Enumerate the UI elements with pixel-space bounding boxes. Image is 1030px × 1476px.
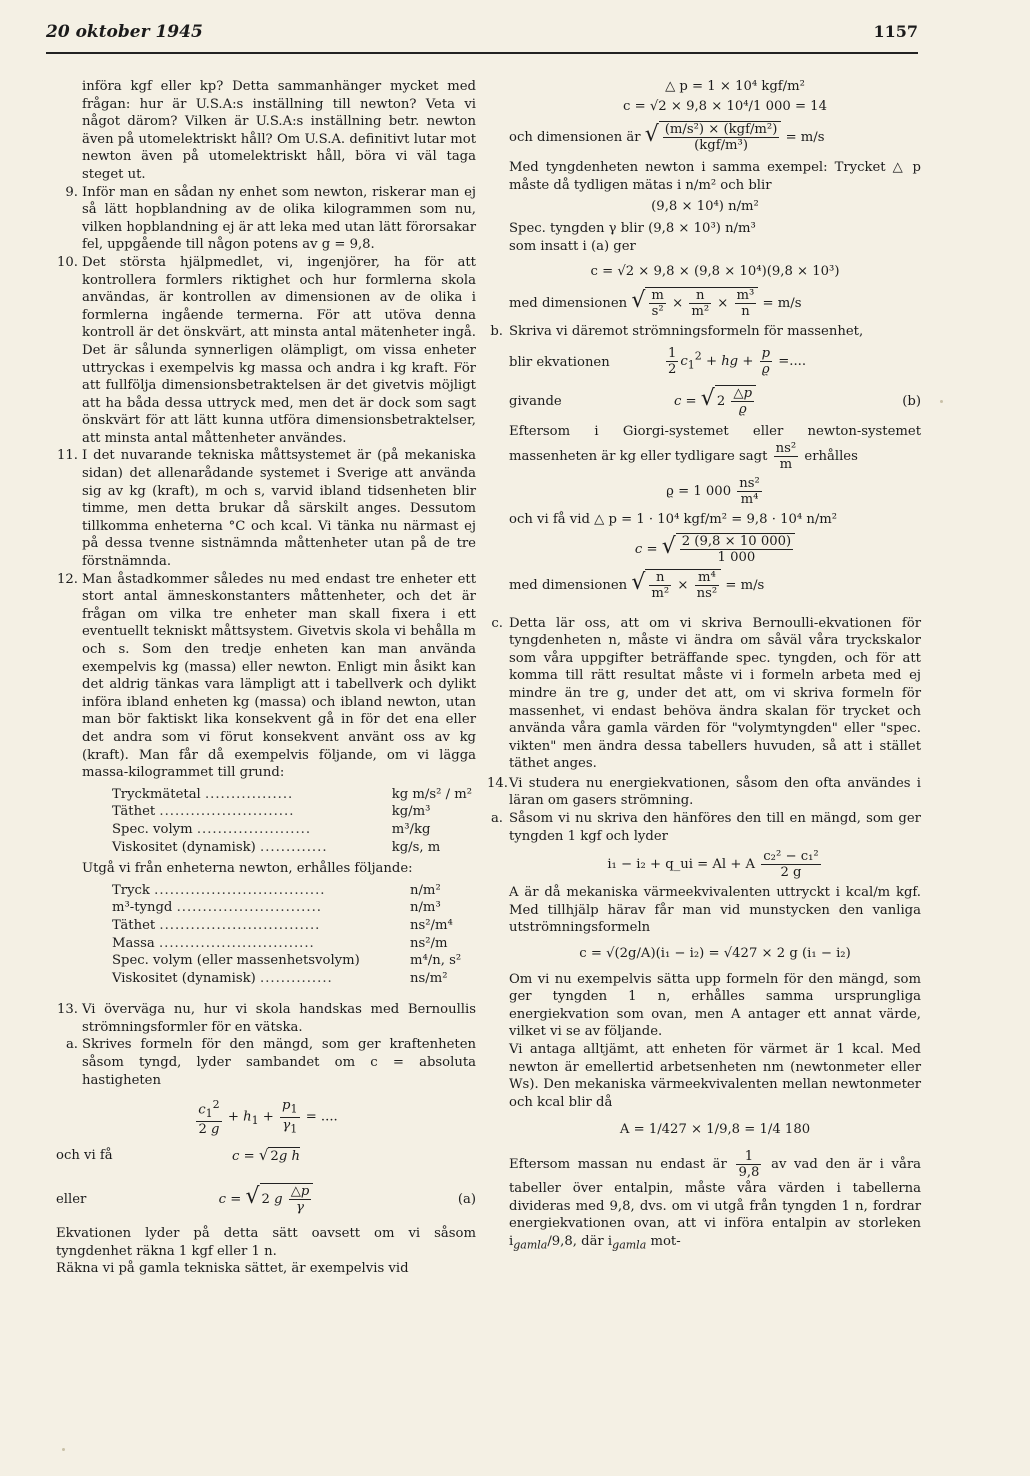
table-row: Viskositet (dynamisk) ............. kg/s, m: [112, 839, 441, 855]
page-number: 1157: [873, 22, 918, 41]
outflow-equation: c = √(2g/A)(i₁ − i₂) = √427 × 2 g (i₁ − i₂): [579, 946, 851, 962]
table-row: Massa .............................. ns²/m: [112, 935, 448, 951]
paragraph-14: 14. Vi studera nu energiekvationen, såsom den ofta användes i läran om gasers strömning.: [487, 775, 921, 809]
dimension-check-2: med dimensionen √ $\frac{m}{\text{s²}}$ × $\frac{n}{\text{m²}}$ × $\frac{\text{m³}}{n}$ = m/s: [509, 287, 802, 319]
issue-date: 20 oktober 1945: [46, 22, 203, 42]
equation-a: eller c = √ 2 g $\frac{\triangle p}{\gamma}$ (a): [56, 1184, 476, 1216]
right-column: [487, 78, 921, 1254]
table-row: Spec. volym ...................... m³/kg: [112, 821, 431, 837]
final-paragraph: Eftersom massan nu endast är $\frac{1}{9,8}$ av vad den är i våra tabeller över entalpin, måste våra värden i tabellerna divideras med 9,8, dvs. om vi utgå från tyngden 1 n, fordrar energiekvationen ovan, att vi införa entalpin av storleken $i_{gamla}/9,8$, där $i_{gamla}$ mot-: [509, 1148, 921, 1252]
equation-c-sqrt-2gh: och vi få c = √ 2g h: [56, 1146, 300, 1165]
spec-weight: Spec. tyngden γ blir (9,8 × 10³) n/m³: [509, 220, 756, 236]
equation-delta-p: △ p = 1 × 10⁴ kgf/m²: [665, 79, 805, 94]
paragraph-11: 11. I det nuvarande tekniska måttsystemet är (på mekaniska sidan) det allenarådande systemet i Sverige att använda sig av kg (kraft), m och s, varvid ibland tidsenheten blir timme, men detta brukar då särskilt anges. Dessutom tillkomma enheterna °C och kcal. Vi tänka nu närmast ej på dessa tvenne sistnämnda måttenheter utan på de tre förstnämnda.: [57, 448, 476, 570]
table-row: Spec. volym (eller massenhetsvolym) m⁴/n, s²: [112, 953, 462, 969]
energy-equation: i₁ − i₂ + q_ui = Al + A $\frac{\text{c₂² − c₁²}}{2 g}$: [607, 849, 819, 881]
equation-A: A = 1/427 × 1/9,8 = 1/4 180: [619, 1122, 811, 1138]
table-row: Tryck ................................. n/m²: [112, 882, 441, 898]
heat-equivalent-text: A är då mekaniska värmeekvivalenten uttryckt i kcal/m kgf. Med tillhjälp härav får man vid munstycken den vanliga utströmningsformeln: [509, 885, 921, 936]
units-table-mass: [112, 786, 472, 856]
equation-rho: ϱ = 1 000 $\frac{\text{ns²}}{\text{m⁴}}$: [666, 475, 760, 507]
table-row: Tryckmätetal ................. kg m/s² / m²: [112, 786, 472, 802]
dimension-check-1: och dimensionen är √ $\frac{\text{(m/s²) × (kgf/m²)}}{\text{(kgf/m³)}}$ = m/s: [509, 122, 825, 154]
table-row: Täthet ............................... ns²/m⁴: [112, 917, 453, 933]
giorgi-paragraph: Eftersom i Giorgi-systemet eller newton-systemet massenheten är kg eller tydligare sagt $\frac{\text{ns²}}{m}$ erhålles: [509, 424, 921, 472]
paragraph-13: 13. Vi överväga nu, hur vi skola handskas med Bernoullis strömningsformler för en vätska.: [57, 1002, 476, 1035]
equation-c-14: c = √2 × 9,8 × 10⁴/1 000 = 14: [623, 98, 827, 114]
closing-1: Ekvationen lyder på detta sätt oavsett om vi såsom tyngdenhet räkna 1 kgf eller 1 n.: [56, 1226, 476, 1259]
newton-value: (9,8 × 10⁴) n/m²: [651, 199, 759, 215]
om-vi-paragraph: Om vi nu exempelvis sätta upp formeln för den mängd, som ger tyngden 1 n, erhålles samma ursprungliga energiekvation som ovan, men A antager ett annat värde, vilket vi se av följande.: [509, 971, 921, 1040]
page-header: [46, 20, 918, 54]
equation-c-giorgi: c = √ $\frac{2 (9,8 \times 10 000)}{1 000}$: [509, 533, 921, 565]
table2-intro: Utgå vi från enheterna newton, erhålles följande:: [82, 861, 413, 877]
paragraph-10: 10. Det största hjälpmedlet, vi, ingenjörer, ha för att kontrollera formlers riktighet och hur formlerna skola användas, är kontrollen av dimensionen av de olika i formlerna ingående termerna. För att utöva denna kontroll är det önskvärt, att minsta antal mätenheter ingå. Det är sålunda synnerligen olämpligt, om vissa enheter uttryckas i exempelvis kg massa och andra i kg kraft. För att fullfölja dimensionsbetraktelsen är det givetvis möjligt att ha båda dessa uttryck med, men det är dock som sagt önskvärt för att lätt kunna utföra dimensionsbetraktelser, att minsta antal måttenheter användes.: [57, 254, 476, 446]
table-row: Täthet .......................... kg/m³: [112, 804, 431, 820]
och-vi-fa: och vi få vid △ p = 1 · 10⁴ kgf/m² = 9,8 · 10⁴ n/m²: [509, 511, 838, 527]
closing-2: Räkna vi på gamla tekniska sättet, är exempelvis vid: [56, 1261, 409, 1277]
equation-b: givande c = √ 2 $\frac{\triangle p}{ϱ}$ (b): [509, 386, 921, 418]
newton-example: Med tyngdenheten newton i samma exempel: Trycket △ p måste då tydligen mätas i n/m² och blir: [509, 160, 921, 193]
dimension-check-3: med dimensionen √ $\frac{n}{\text{m²}}$ × $\frac{\text{m⁴}}{\text{ns²}}$ = m/s: [509, 569, 765, 601]
paragraph-13c: c. Detta lär oss, att om vi skriva Bernoulli-ekvationen för tyngdenheten n, måste vi ändra om såväl våra tryckskalor som våra uppgifter beträffande spec. tyngden, och för att komma till rätt resultat måste vi i formeln arbeta med ej mindre än tre g, under det att, om vi skriva formeln för massenhet, vi endast behöva ändra skalan för trycket och använda våra gamla värden för "volymtyngden" eller "spec. vikten" men ändra dessa tabellers huvuden, så att i stället täthet anges.: [491, 615, 921, 772]
paragraph-9: 9. Inför man en sådan ny enhet som newton, riskerar man ej så lätt hopblandning av de olika kilogrammen som nu, vilken hopblandning ej är att leka med utan lätt förorsakar fel, uppgående till någon potens av g = 9,8.: [65, 184, 477, 253]
paragraph-13b: b. Skriva vi däremot strömningsformeln för massenhet,: [490, 323, 864, 339]
vi-antaga-paragraph: Vi antaga alltjämt, att enheten för värmet är 1 kcal. Med newton är emellertid arbetsenheten nm (newtonmeter eller Ws). Den mekaniska värmeekvivalenten mellan newtonmeter och kcal blir då: [509, 1042, 921, 1110]
paragraph-13a: a. Skrives formeln för den mängd, som ger kraftenheten såsom tyngd, lyder sambandet om c = absoluta hastigheten: [65, 1037, 476, 1088]
paragraph-12: 12. Man åstadkommer således nu med endast tre enheter ett stort antal ämneskonstanters måttenheter, och det är frågan om vilka tre enheter man skall fixera i ett eventuellt tekniskt måttsystem. Givetvis skola vi behålla m och s. Som den tredje enheten kan man använda exempelvis kg (massa) eller newton. Enligt min åsikt kan det aldrig tänkas vara lämpligt att i tabellverk och dylikt införa ibland enheten kg (massa) och ibland newton, utan man bör faktiskt lika konsekvent gå in för det ena eller det andra som vi förut konsekvent använt oss av kg (kraft). Man får då exempelvis följande, om vi lägga massa-kilogrammet till grund:: [57, 571, 476, 781]
intro-paragraph: införa kgf eller kp? Detta sammanhänger mycket med frågan: hur är U.S.A:s inställning till newton? Veta vi något därom? Vilken är U.S.A:s inställning betr. newton även på utomelektriskt håll? Om U.S.A. definitivt lutar mot newton även på utomelektriskt håll, böra vi väl taga steget ut.: [82, 79, 476, 182]
table-row: m³-tyngd ............................ n/m³: [112, 900, 441, 916]
paragraph-14a: a. Såsom vi nu skriva den hänföres den till en mängd, som ger tyngden 1 kgf och lyder: [490, 811, 921, 844]
equation-mass-unit: blir ekvationen $\frac{1}{2}$ $c_1^2$ + hg + $\frac{p}{ϱ}$ =....: [509, 346, 807, 378]
units-table-newton: [112, 882, 472, 988]
left-column: [56, 78, 476, 1278]
bernoulli-equation: $\frac{c_1^2}{2 g}$ + $h_1$ + $\frac{p_1}{\gamma_1}$ = ....: [198, 1098, 338, 1138]
insatt: som insatt i (a) ger: [509, 238, 636, 254]
equation-c-newton: c = √2 × 9,8 × (9,8 × 10⁴)(9,8 × 10³): [590, 264, 840, 280]
table-row: Viskositet (dynamisk) .............. ns/m²: [112, 970, 448, 986]
